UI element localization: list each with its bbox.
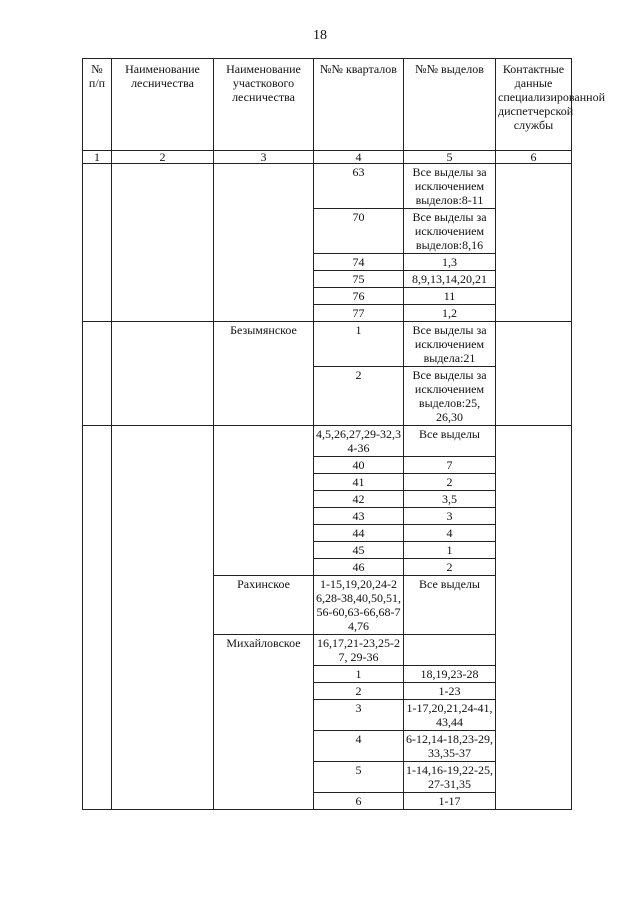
cell-quarter: 16,17,21-23,25-27, 29-36 <box>314 635 404 666</box>
cell-quarter: 2 <box>314 683 404 700</box>
cell-district <box>214 426 314 576</box>
cell-quarter: 75 <box>314 271 404 288</box>
header-quarters: №№ кварталов <box>314 59 404 151</box>
cell-allotment: Все выделы за исключением выдела:21 <box>404 322 496 367</box>
cell-quarter: 70 <box>314 209 404 254</box>
cell-quarter: 2 <box>314 367 404 426</box>
header-num: № п/п <box>83 59 112 151</box>
cell-allotment: 8,9,13,14,20,21 <box>404 271 496 288</box>
cell-allotment: 1 <box>404 542 496 559</box>
page-number: 18 <box>313 28 327 43</box>
cell-quarter: 63 <box>314 164 404 209</box>
column-number-row <box>83 151 572 164</box>
cell-forestry <box>112 164 214 322</box>
cell-allotment: Все выделы за исключением выделов:8-11 <box>404 164 496 209</box>
cell-quarter: 1 <box>314 322 404 367</box>
cell-quarter: 46 <box>314 559 404 576</box>
cell-num <box>83 426 112 810</box>
header-forestry: Наименование лесничества <box>112 59 214 151</box>
forestry-table <box>82 58 606 810</box>
cell-quarter: 41 <box>314 474 404 491</box>
cell-quarter: 5 <box>314 762 404 793</box>
cell-allotment: 3 <box>404 508 496 525</box>
cell-quarter: 4 <box>314 731 404 762</box>
cell-allotment: 1-17 <box>404 793 496 810</box>
col-number: 5 <box>404 151 496 164</box>
header-contacts: Контактные данные специализированной диспетчерской службы <box>496 59 572 151</box>
cell-allotment: Все выделы <box>404 426 496 457</box>
cell-allotment: Все выделы за исключением выделов:8,16 <box>404 209 496 254</box>
cell-allotment: 18,19,23-28 <box>404 666 496 683</box>
cell-allotment: 1-14,16-19,22-25,27-31,35 <box>404 762 496 793</box>
cell-allotment: 1,3 <box>404 254 496 271</box>
cell-district <box>214 164 314 322</box>
col-number: 3 <box>214 151 314 164</box>
cell-quarter: 1 <box>314 666 404 683</box>
cell-allotment: 6-12,14-18,23-29,33,35-37 <box>404 731 496 762</box>
cell-quarter: 76 <box>314 288 404 305</box>
cell-forestry <box>112 426 214 810</box>
cell-quarter: 42 <box>314 491 404 508</box>
cell-allotment <box>404 635 496 666</box>
cell-allotment: Все выделы за исключением выделов:25, 26,30 <box>404 367 496 426</box>
cell-quarter: 77 <box>314 305 404 322</box>
cell-quarter: 45 <box>314 542 404 559</box>
cell-contacts <box>496 164 572 322</box>
header-allotments: №№ выделов <box>404 59 496 151</box>
header-row <box>83 59 572 151</box>
header-district-forestry: Наименование участкового лесничества <box>214 59 314 151</box>
cell-allotment: 11 <box>404 288 496 305</box>
cell-quarter: 6 <box>314 793 404 810</box>
cell-allotment: Все выделы <box>404 576 496 635</box>
cell-quarter: 1-15,19,20,24-26,28-38,40,50,51,56-60,63-66,68-74,76 <box>314 576 404 635</box>
cell-quarter: 40 <box>314 457 404 474</box>
cell-allotment: 2 <box>404 559 496 576</box>
table-row <box>83 164 572 209</box>
cell-district-name: Безымянское <box>214 322 314 426</box>
cell-allotment: 1,2 <box>404 305 496 322</box>
cell-district-name: Рахинское <box>214 576 314 635</box>
col-number: 6 <box>496 151 572 164</box>
cell-contacts <box>496 426 572 810</box>
col-number: 4 <box>314 151 404 164</box>
cell-quarter: 43 <box>314 508 404 525</box>
cell-allotment: 4 <box>404 525 496 542</box>
cell-quarter: 3 <box>314 700 404 731</box>
cell-allotment: 1-23 <box>404 683 496 700</box>
cell-contacts <box>496 322 572 426</box>
cell-quarter: 74 <box>314 254 404 271</box>
col-number: 1 <box>83 151 112 164</box>
cell-forestry <box>112 322 214 426</box>
cell-quarter: 4,5,26,27,29-32,34-36 <box>314 426 404 457</box>
cell-quarter: 44 <box>314 525 404 542</box>
cell-allotment: 2 <box>404 474 496 491</box>
col-number: 2 <box>112 151 214 164</box>
cell-num <box>83 322 112 426</box>
cell-allotment: 1-17,20,21,24-41,43,44 <box>404 700 496 731</box>
table-row <box>83 426 572 457</box>
cell-allotment: 3,5 <box>404 491 496 508</box>
cell-allotment: 7 <box>404 457 496 474</box>
cell-district-name: Михайловское <box>214 635 314 810</box>
cell-num <box>83 164 112 322</box>
table-row <box>83 322 572 367</box>
